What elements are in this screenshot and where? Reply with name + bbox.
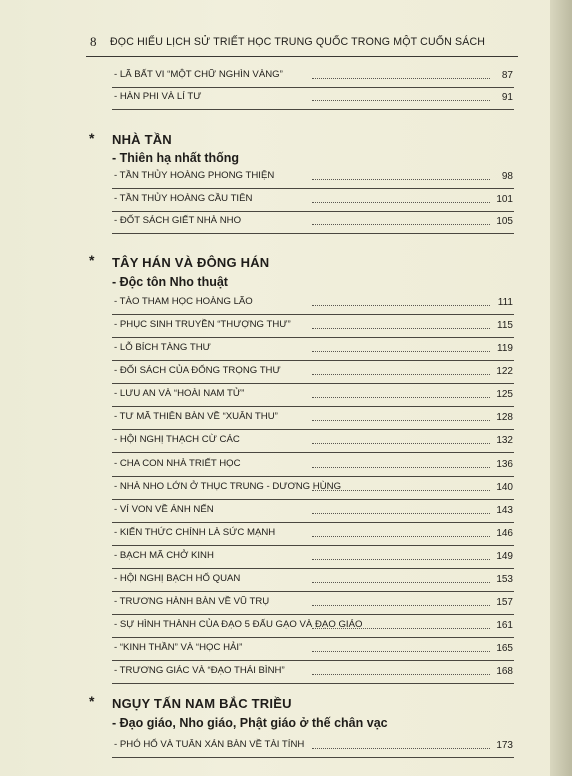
toc-entry[interactable] xyxy=(112,408,514,430)
dot-leader xyxy=(312,351,490,352)
toc-entry-label: - BẠCH MÃ CHỞ KINH xyxy=(114,550,214,561)
toc-entry-label: - ĐỐT SÁCH GIẾT NHÀ NHO xyxy=(114,215,242,226)
dot-leader xyxy=(312,305,490,306)
toc-entry[interactable] xyxy=(112,662,514,684)
toc-entry[interactable] xyxy=(112,316,514,338)
toc-entry-label: - VÍ VON VỀ ÁNH NẾN xyxy=(114,504,214,515)
toc-entry-page: 115 xyxy=(497,320,513,331)
dot-leader xyxy=(312,490,490,491)
dot-leader xyxy=(312,420,490,421)
toc-entry-label: - SỰ HÌNH THÀNH CỦA ĐẠO 5 ĐẤU GẠO VÀ ĐẠO GIÁO xyxy=(114,619,363,630)
dot-leader xyxy=(312,179,490,180)
toc-entry[interactable] xyxy=(112,212,514,234)
toc-entry-page: 168 xyxy=(496,666,513,677)
toc-entry-page: 153 xyxy=(496,574,513,585)
dot-leader xyxy=(312,605,490,606)
toc-entry-page: 111 xyxy=(497,297,513,308)
toc-entry[interactable] xyxy=(112,616,514,638)
toc-entry-page: 140 xyxy=(496,482,513,493)
toc-entry-label: - HỘI NGHỊ BẠCH HỔ QUAN xyxy=(114,573,241,584)
toc-entry-page: 91 xyxy=(501,92,513,103)
running-title: ĐỌC HIỂU LỊCH SỬ TRIẾT HỌC TRUNG QUỐC TRONG MỘT CUỐN SÁCH xyxy=(110,36,486,48)
toc-entry-label: - ĐỐI SÁCH CỦA ĐỔNG TRỌNG THƯ xyxy=(114,365,281,376)
section-title: NGỤY TẤN NAM BẮC TRIỀU xyxy=(112,696,292,711)
toc-entry-label: - PHÓ HỔ VÀ TUÂN XÁN BÀN VỀ TÀI TÍNH xyxy=(114,739,305,750)
dot-leader xyxy=(312,674,490,675)
toc-entry[interactable] xyxy=(112,455,514,477)
dot-leader xyxy=(312,397,490,398)
toc-entry-label: - TẦN THỦY HOÀNG PHONG THIỆN xyxy=(114,170,275,181)
dot-leader xyxy=(312,628,490,629)
toc-entry[interactable] xyxy=(112,167,514,189)
dot-leader xyxy=(312,100,490,101)
toc-entry-page: 143 xyxy=(496,505,513,516)
dot-leader xyxy=(312,443,490,444)
dot-leader xyxy=(312,513,490,514)
toc-entry[interactable] xyxy=(112,293,514,315)
page-number: 8 xyxy=(90,34,97,49)
toc-entry-page: 122 xyxy=(496,366,513,377)
toc-entry-page: 132 xyxy=(496,435,513,446)
dot-leader xyxy=(312,467,490,468)
toc-entry-page: 165 xyxy=(496,643,513,654)
toc-entry-label: - “KINH THẦN” VÀ “HỌC HẢI” xyxy=(114,642,243,653)
toc-entry[interactable] xyxy=(112,570,514,592)
toc-entry[interactable] xyxy=(112,639,514,661)
toc-entry-page: 128 xyxy=(496,412,513,423)
toc-entry[interactable] xyxy=(112,547,514,569)
section-title: NHÀ TẦN xyxy=(112,132,172,147)
section-bullet: * xyxy=(89,252,95,268)
toc-entry[interactable] xyxy=(112,431,514,453)
toc-entry-label: - HỘI NGHỊ THẠCH CỪ CÁC xyxy=(114,434,240,445)
dot-leader xyxy=(312,78,490,79)
section-bullet: * xyxy=(89,693,95,709)
toc-entry[interactable] xyxy=(112,501,514,523)
toc-entry-page: 161 xyxy=(496,620,513,631)
toc-entry-page: 125 xyxy=(496,389,513,400)
dot-leader xyxy=(312,582,490,583)
toc-entry-page: 101 xyxy=(496,194,513,205)
toc-entry-label: - TƯ MÃ THIÊN BÀN VỀ “XUÂN THU” xyxy=(114,411,278,422)
toc-entry[interactable] xyxy=(112,88,514,110)
toc-entry-page: 87 xyxy=(501,70,513,81)
dot-leader xyxy=(312,374,490,375)
toc-entry-label: - PHỤC SINH TRUYỀN “THƯỢNG THƯ” xyxy=(114,319,291,330)
toc-entry-page: 119 xyxy=(497,343,513,354)
toc-entry-page: 149 xyxy=(496,551,513,562)
toc-entry-page: 105 xyxy=(496,216,513,227)
toc-entry-page: 173 xyxy=(496,740,513,751)
toc-entry[interactable] xyxy=(112,385,514,407)
dot-leader xyxy=(312,536,490,537)
section-bullet: * xyxy=(89,130,95,146)
dot-leader xyxy=(312,559,490,560)
dot-leader xyxy=(312,328,490,329)
toc-entry-label: - CHA CON NHÀ TRIẾT HỌC xyxy=(114,458,241,469)
dot-leader xyxy=(312,224,490,225)
section-subtitle: - Thiên hạ nhất thống xyxy=(112,151,240,165)
toc-entry-page: 146 xyxy=(496,528,513,539)
toc-entry[interactable] xyxy=(112,339,514,361)
dot-leader xyxy=(312,651,490,652)
toc-entry[interactable] xyxy=(112,524,514,546)
toc-entry-label: - TRƯƠNG HÀNH BÀN VỀ VŨ TRỤ xyxy=(114,596,270,607)
toc-entry-page: 157 xyxy=(496,597,513,608)
toc-entry-label: - TẦN THỦY HOÀNG CẦU TIÊN xyxy=(114,193,253,204)
dot-leader xyxy=(312,202,490,203)
toc-entry[interactable] xyxy=(112,190,514,212)
toc-entry[interactable] xyxy=(112,66,514,88)
page-header xyxy=(86,30,518,57)
toc-entry-page: 136 xyxy=(496,459,513,470)
section-subtitle: - Độc tôn Nho thuật xyxy=(112,275,228,289)
toc-entry[interactable] xyxy=(112,736,514,758)
toc-entry-label: - TRƯƠNG GIÁC VÀ “ĐẠO THÁI BÌNH” xyxy=(114,665,285,676)
toc-entry-label: - NHÀ NHO LỚN Ở THỤC TRUNG - DƯƠNG HÙNG xyxy=(114,481,342,492)
toc-entry[interactable] xyxy=(112,362,514,384)
toc-entry-label: - LÃ BẤT VI “MỘT CHỮ NGHÌN VÀNG” xyxy=(114,69,283,80)
section-subtitle: - Đạo giáo, Nho giáo, Phật giáo ở thế chân vạc xyxy=(112,716,388,730)
toc-entry-label: - LỖ BÍCH TÀNG THƯ xyxy=(114,342,211,353)
toc-entry-label: - HÀN PHI VÀ LÍ TƯ xyxy=(114,91,202,102)
book-spine-shadow xyxy=(550,0,572,776)
toc-entry-label: - KIẾN THỨC CHÍNH LÀ SỨC MẠNH xyxy=(114,527,276,538)
toc-entry-label: - TÀO THAM HỌC HOÀNG LÃO xyxy=(114,296,253,307)
dot-leader xyxy=(312,748,490,749)
toc-entry[interactable] xyxy=(112,478,514,500)
toc-entry-label: - LƯU AN VÀ “HOÀI NAM TỬ” xyxy=(114,388,245,399)
section-title: TÂY HÁN VÀ ĐÔNG HÁN xyxy=(112,255,270,270)
toc-entry-page: 98 xyxy=(501,171,513,182)
toc-entry[interactable] xyxy=(112,593,514,615)
